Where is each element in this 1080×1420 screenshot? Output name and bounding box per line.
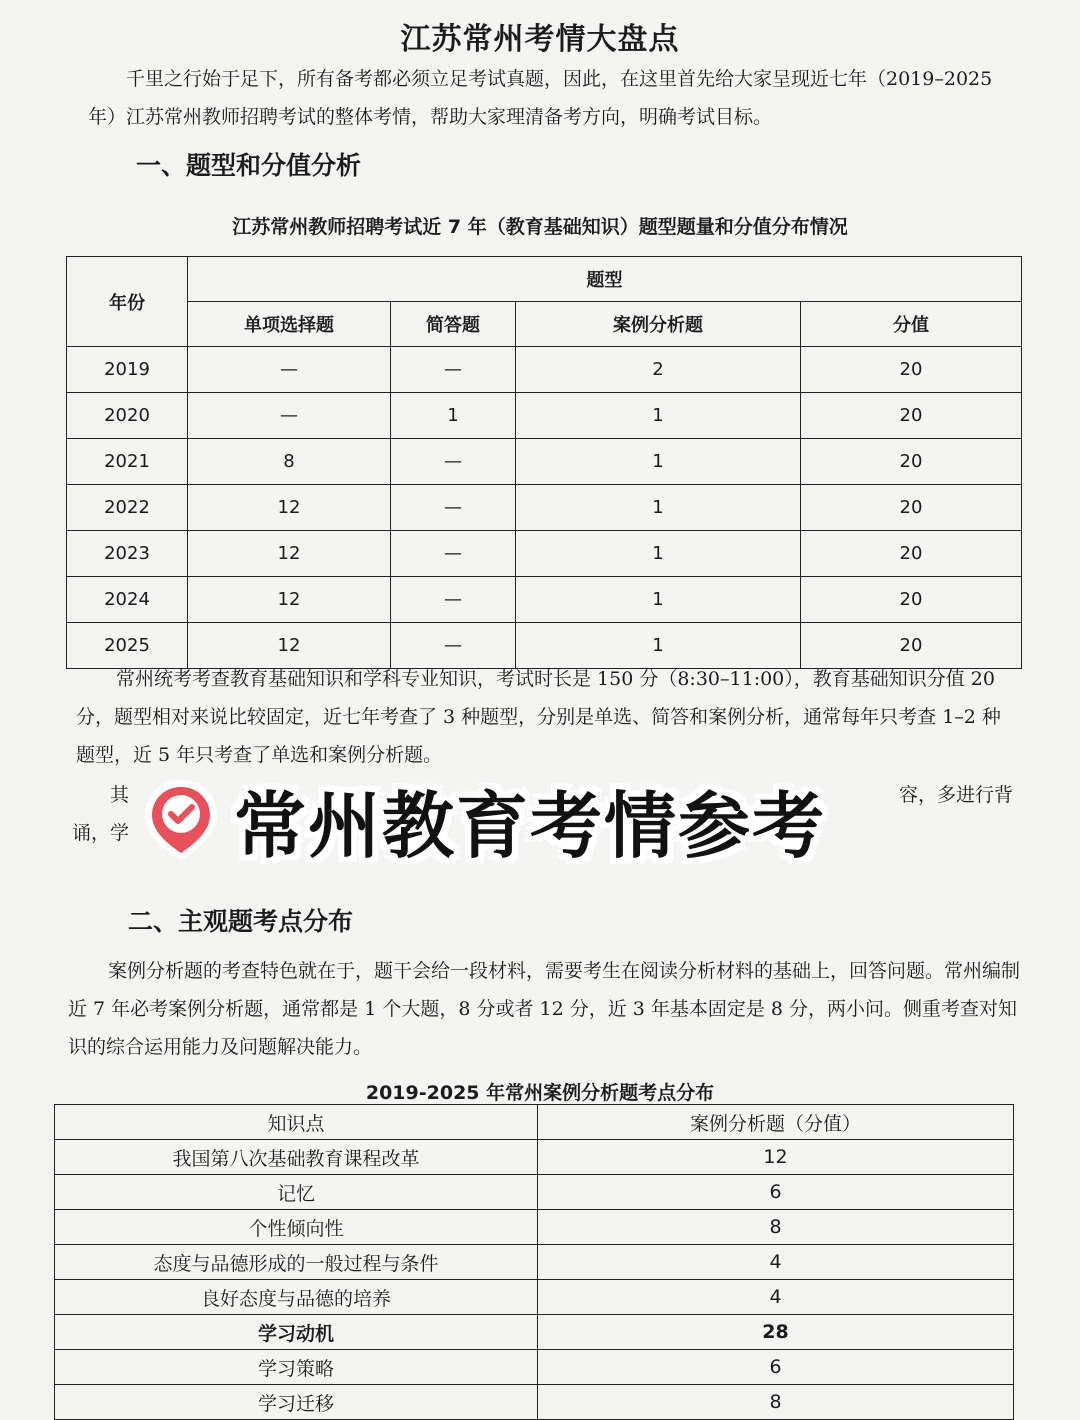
table-row	[67, 347, 1022, 393]
cell-single: 12	[188, 485, 391, 531]
header-single-choice: 单项选择题	[188, 302, 391, 347]
cell-short: —	[391, 485, 516, 531]
header-score: 分值	[801, 302, 1022, 347]
table-row	[55, 1140, 1014, 1175]
cell-single: —	[188, 347, 391, 393]
cell-single: 12	[188, 623, 391, 669]
cell-score: 20	[801, 623, 1022, 669]
cell-case: 1	[516, 485, 801, 531]
partial-text-right: 容，多进行背	[899, 784, 1014, 806]
cell-short: —	[391, 347, 516, 393]
page-title: 江苏常州考情大盘点	[400, 22, 680, 57]
cell-year: 2025	[67, 623, 188, 669]
case-analysis-paragraph: 案例分析题的考查特色就在于，题干会给一段材料，需要考生在阅读分析材料的基础上，回答问题。常州编制近 7 年必考案例分析题，通常都是 1 个大题，8 分或者 12 分，近 3 年基本固定是 8 分，两小问。侧重考查对知识的综合运用能力及问题解决能力。	[68, 960, 1021, 1058]
cell-score: 6	[538, 1175, 1014, 1210]
cell-short: —	[391, 531, 516, 577]
table1-caption: 江苏常州教师招聘考试近 7 年（教育基础知识）题型题量和分值分布情况	[232, 216, 848, 238]
table-row	[55, 1245, 1014, 1280]
header-knowledge: 知识点	[55, 1105, 538, 1140]
cell-score: 28	[538, 1315, 1014, 1350]
cell-score: 20	[801, 347, 1022, 393]
table-row	[67, 577, 1022, 623]
header-short-answer: 简答题	[391, 302, 516, 347]
cell-year: 2020	[67, 393, 188, 439]
cell-score: 8	[538, 1210, 1014, 1245]
cell-knowledge: 态度与品德形成的一般过程与条件	[55, 1245, 538, 1280]
cell-year: 2024	[67, 577, 188, 623]
cell-short: 1	[391, 393, 516, 439]
cell-score: 20	[801, 393, 1022, 439]
intro-paragraph: 千里之行始于足下，所有备考都必须立足考试真题，因此，在这里首先给大家呈现近七年（2019–2025年）江苏常州教师招聘考试的整体考情，帮助大家理清备考方向，明确考试目标。	[88, 68, 993, 128]
question-type-table	[66, 256, 1022, 669]
cell-case: 1	[516, 393, 801, 439]
header-year: 年份	[67, 257, 188, 347]
cell-knowledge: 记忆	[55, 1175, 538, 1210]
header-case-analysis: 案例分析题	[516, 302, 801, 347]
sticker-banner	[140, 770, 900, 870]
cell-knowledge: 我国第八次基础教育课程改革	[55, 1140, 538, 1175]
knowledge-point-table	[54, 1104, 1014, 1420]
section2-heading: 二、主观题考点分布	[128, 907, 354, 936]
table-row	[55, 1175, 1014, 1210]
cell-score: 6	[538, 1350, 1014, 1385]
cell-year: 2023	[67, 531, 188, 577]
table-header-row	[67, 257, 1022, 302]
table-row	[67, 485, 1022, 531]
cell-year: 2019	[67, 347, 188, 393]
cell-case: 1	[516, 531, 801, 577]
table-subheader-row	[67, 302, 1022, 347]
cell-single: —	[188, 393, 391, 439]
table-row	[55, 1350, 1014, 1385]
cell-short: —	[391, 623, 516, 669]
cell-score: 20	[801, 485, 1022, 531]
cell-knowledge: 学习策略	[55, 1350, 538, 1385]
exam-info-paragraph: 常州统考考查教育基础知识和学科专业知识，考试时长是 150 分（8:30–11:00），教育基础知识分值 20 分，题型相对来说比较固定，近七年考查了 3 种题型，分别是单选、简答和案例分析，通常每年只考查 1–2 种题型，近 5 年只考查了单选和案例分析题。	[76, 668, 1001, 766]
cell-score: 20	[801, 577, 1022, 623]
check-pin-icon	[140, 779, 222, 861]
table-row	[55, 1280, 1014, 1315]
table-row	[55, 1315, 1014, 1350]
header-type-group: 题型	[188, 257, 1022, 302]
table-row	[67, 531, 1022, 577]
table-row	[67, 393, 1022, 439]
cell-score: 20	[801, 531, 1022, 577]
section1-heading: 一、题型和分值分析	[136, 151, 362, 180]
partial-text-left2: 诵，学	[72, 822, 130, 844]
cell-year: 2022	[67, 485, 188, 531]
cell-score: 12	[538, 1140, 1014, 1175]
cell-short: —	[391, 577, 516, 623]
cell-knowledge: 良好态度与品德的培养	[55, 1280, 538, 1315]
table2-caption: 2019-2025 年常州案例分析题考点分布	[365, 1082, 715, 1104]
cell-single: 12	[188, 577, 391, 623]
cell-single: 12	[188, 531, 391, 577]
cell-score: 20	[801, 439, 1022, 485]
cell-case: 1	[516, 623, 801, 669]
table-row	[55, 1210, 1014, 1245]
cell-score: 4	[538, 1245, 1014, 1280]
cell-knowledge: 学习动机	[55, 1315, 538, 1350]
cell-score: 4	[538, 1280, 1014, 1315]
banner-text: 常州教育考情参考	[234, 784, 827, 868]
cell-knowledge: 学习迁移	[55, 1385, 538, 1420]
cell-case: 1	[516, 439, 801, 485]
table-row	[67, 439, 1022, 485]
cell-single: 8	[188, 439, 391, 485]
cell-case: 2	[516, 347, 801, 393]
table-header-row	[55, 1105, 1014, 1140]
cell-score: 8	[538, 1385, 1014, 1420]
partial-text-left: 其	[110, 784, 130, 806]
cell-knowledge: 个性倾向性	[55, 1210, 538, 1245]
header-case-score: 案例分析题（分值）	[538, 1105, 1014, 1140]
table-row	[55, 1385, 1014, 1420]
cell-short: —	[391, 439, 516, 485]
cell-year: 2021	[67, 439, 188, 485]
cell-case: 1	[516, 577, 801, 623]
